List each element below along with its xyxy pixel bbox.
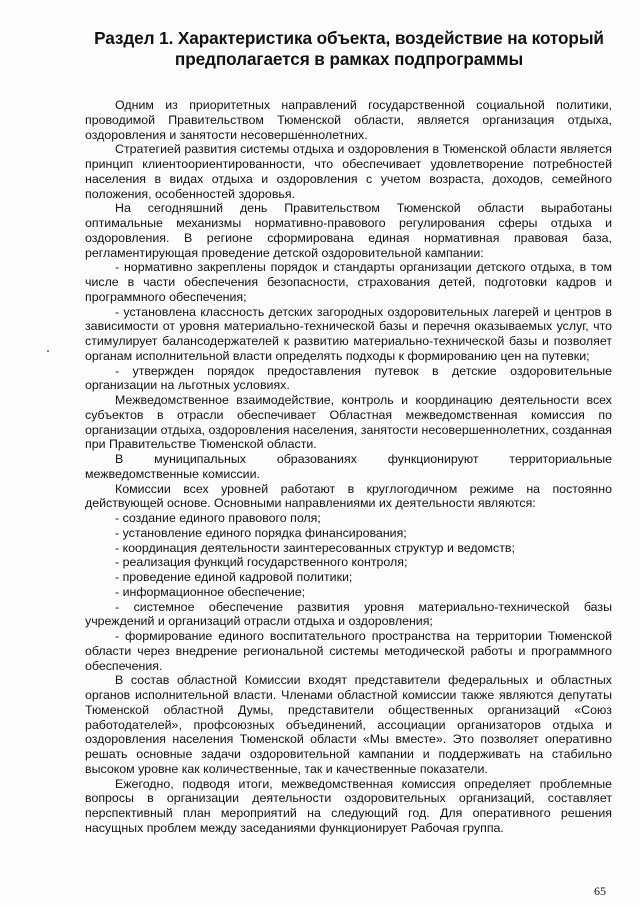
list-item: - проведение единой кадровой политики;: [115, 570, 353, 584]
section-heading: Раздел 1. Характеристика объекта, воздействие на который предполагается в рамках подпрограммы: [94, 28, 604, 69]
page-number: 65: [594, 884, 606, 898]
paragraph: Комиссии всех уровней работают в круглогодичном режиме на постоянно действующей основе. Основными направлениями их деятельности являются:: [85, 481, 612, 511]
paragraph: Межведомственное взаимодействие, контроль и координацию деятельности всех субъектов в отрасли обеспечивает Областная межведомственная комиссия по организации отдыха, оздоровления населения, занятости несовершеннолетних, созданная при Правительстве Тюменской области.: [85, 393, 613, 452]
list-item: - нормативно закреплены порядок и стандарты организации детского отдыха, в том числе в части обеспечения безопасности, страхования детей, подготовки кадров и программного обеспечения;: [85, 260, 612, 304]
list-item: - утвержден порядок предоставления путевок в детские оздоровительные организации на льготных условиях.: [85, 363, 612, 393]
paragraph: На сегодняшний день Правительством Тюменской области выработаны оптимальные механизмы нормативно-правового регулирования сферы отдыха и оздоровления. В регионе сформирована единая нормативная правовая база, регламентирующая проведение детской оздоровительной кампании:: [85, 201, 612, 260]
list-item: - системное обеспечение развития уровня материально-технической базы учреждений и организаций отрасли отдыха и оздоровления;: [85, 599, 612, 629]
paragraph: В муниципальных образованиях функционируют территориальные межведомственные комиссии.: [85, 452, 612, 481]
list-item: - координация деятельности заинтересованных структур и ведомств;: [115, 540, 515, 555]
body-text: [85, 98, 612, 836]
list-item: - информационное обеспечение;: [115, 584, 306, 599]
list-item: - установление единого порядка финансирования;: [115, 525, 407, 540]
scan-speck: [47, 350, 49, 352]
list-item: - установлена классность детских загородных оздоровительных лагерей и центров в зависимости от уровня материально-технической базы и перечня оказываемых услуг, что стимулирует балансодержателей к развитию материально-технической базы и позволяет органам исполнительной власти определять подходы к формированию цен на путевки;: [85, 304, 612, 363]
paragraph: Ежегодно, подводя итоги, межведомственная комиссия определяет проблемные вопросы в организации деятельности оздоровительных организаций, составляет перспективный план мероприятий на следующий год. Для оперативного решения насущных проблем между заседаниями функционирует Рабочая группа.: [85, 776, 612, 835]
paragraph: В состав областной Комиссии входят представители федеральных и областных органов исполнительной власти. Членами областной комиссии также являются депутаты Тюменской областной Думы, представители общественных организаций «Союз работодателей», профсоюзных объединений, ассоциации организаторов отдыха и оздоровления населения Тюменской области «Мы вместе». Это позволяет оперативно решать основные задачи оздоровительной кампании и поддерживать на стабильно высоком уровне как количественные, так и качественные показатели.: [85, 673, 612, 776]
list-item: - создание единого правового поля;: [115, 511, 321, 525]
paragraph: Одним из приоритетных направлений государственной социальной политики, проводимой Правительством Тюменской области, является организация отдыха, оздоровления и занятости несовершеннолетних.: [85, 98, 612, 142]
list-item: - реализация функций государственного контроля;: [115, 555, 408, 570]
list-item: - формирование единого воспитательного пространства на территории Тюменской области через внедрение региональной системы методической работы и программного обеспечения.: [85, 629, 612, 673]
paragraph: Стратегией развития системы отдыха и оздоровления в Тюменской области является принцип клиентоориентированности, что обеспечивает удовлетворение потребностей населения в видах отдыха и оздоровления с учетом возраста, доходов, семейного положения, особенностей здоровья.: [85, 142, 612, 201]
